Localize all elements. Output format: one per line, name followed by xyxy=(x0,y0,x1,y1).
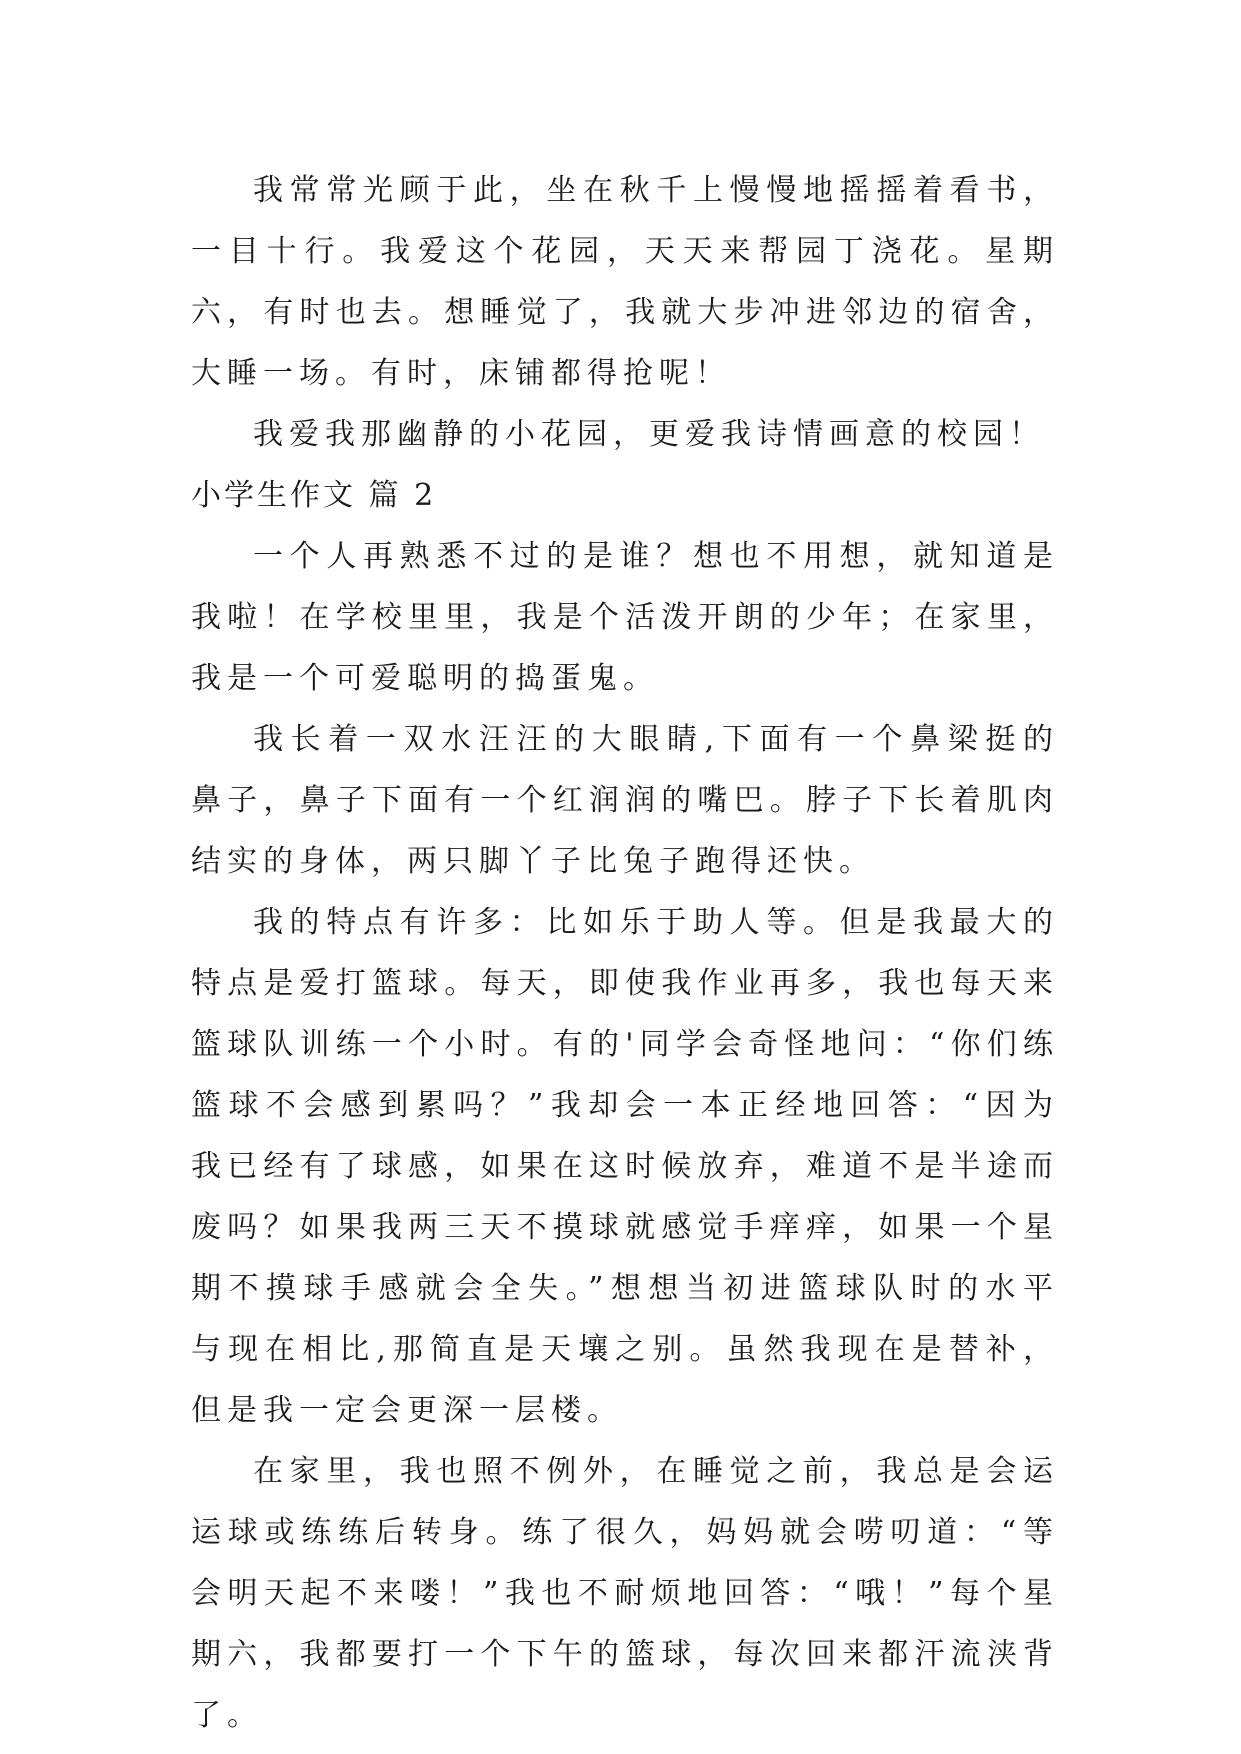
paragraph: 一个人再熟悉不过的是谁？想也不用想，就知道是我啦！在学校里里，我是个活泼开朗的少年；在家里，我是一个可爱聪明的捣蛋鬼。 xyxy=(191,539,1059,696)
paragraph: 在家里，我也照不例外，在睡觉之前，我总是会运运球或练练后转身。练了很久，妈妈就会唠叨道：“等会明天起不来喽！”我也不耐烦地回答：“哦！”每个星期六，我都要打一个下午的篮球，每次回来都汗流浃背了。 xyxy=(191,1454,1059,1733)
paragraph: 我爱我那幽静的小花园，更爱我诗情画意的校园！ xyxy=(253,417,1045,452)
paragraph: 我长着一双水汪汪的大眼睛,下面有一个鼻梁挺的鼻子，鼻子下面有一个红润润的嘴巴。脖子下长着肌肉结实的身体，两只脚丫子比兔子跑得还快。 xyxy=(191,722,1059,879)
paragraph: 我的特点有许多：比如乐于助人等。但是我最大的特点是爱打篮球。每天，即使我作业再多，我也每天来篮球队训练一个小时。有的'同学会奇怪地问：“你们练篮球不会感到累吗？”我却会一本正经地回答：“因为我已经有了球感，如果在这时候放弃，难道不是半途而废吗？如果我两三天不摸球就感觉手痒痒，如果一个星期不摸球手感就会全失。”想想当初进篮球队时的水平与现在相比,那简直是天壤之别。虽然我现在是替补，但是我一定会更深一层楼。 xyxy=(191,905,1059,1428)
document-body xyxy=(191,160,1059,1746)
paragraph: 我常常光顾于此，坐在秋千上慢慢地摇摇着看书，一目十行。我爱这个花园，天天来帮园丁浇花。星期六，有时也去。想睡觉了，我就大步冲进邻边的宿舍，大睡一场。有时，床铺都得抢呢！ xyxy=(191,173,1059,391)
section-heading: 小学生作文 篇 2 xyxy=(191,478,437,513)
